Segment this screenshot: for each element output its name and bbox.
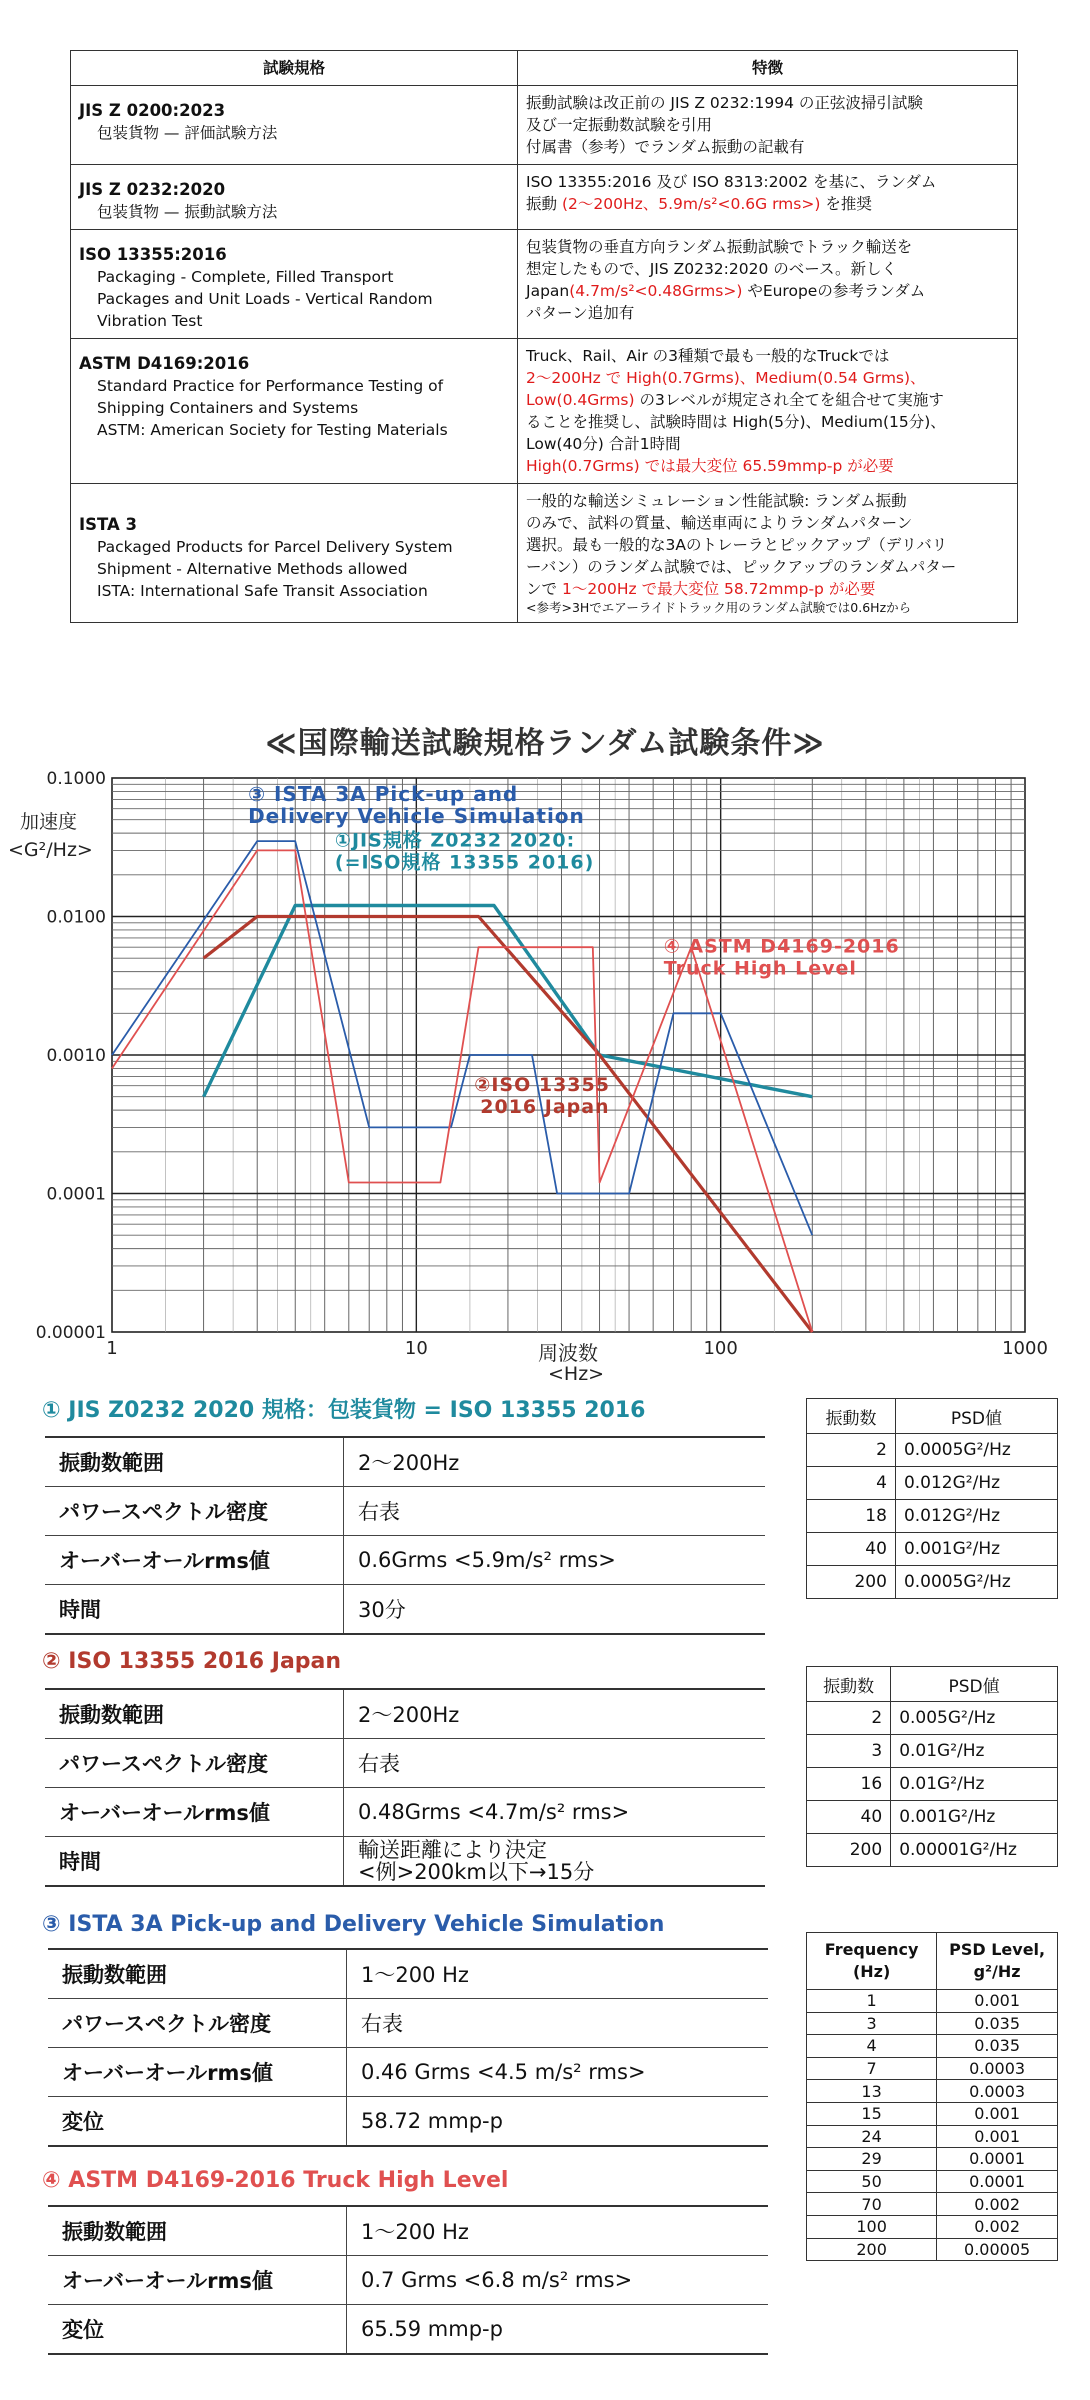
- spec-value: 0.46 Grms <4.5 m/s² rms>: [347, 2048, 769, 2097]
- feature-line: ISO 13355:2016 及び ISO 8313:2002 を基に、ランダム: [526, 173, 937, 191]
- psd-value: 0.001: [937, 1990, 1058, 2013]
- feature-highlight: 2～200Hz で High(0.7Grms)、Medium(0.54 Grms)、: [526, 369, 926, 387]
- table-row: [807, 1735, 1058, 1768]
- standard-subtitle: Vibration Test: [97, 312, 203, 330]
- x-axis-unit: <Hz>: [548, 1363, 605, 1380]
- psd-chart: [0, 760, 1090, 1380]
- chart-series: [112, 841, 812, 1332]
- feature-line: ーバン）のランダム試験では、ピックアップのランダムパター: [526, 558, 957, 576]
- standard-subtitle: Standard Practice for Performance Testing of: [97, 377, 444, 395]
- standard-subtitle: Shipping Containers and Systems: [97, 399, 359, 417]
- table-row: [45, 1788, 765, 1837]
- psd-frequency: 50: [807, 2170, 937, 2193]
- feature-text: やEuropeの参考ランダム: [747, 282, 926, 300]
- psd-value: 0.0001: [937, 2148, 1058, 2171]
- psd-value: 0.01G²/Hz: [891, 1768, 1058, 1801]
- standard-name: ASTM D4169:2016: [79, 354, 250, 373]
- standard-subtitle: Packages and Unit Loads - Vertical Random: [97, 290, 433, 308]
- spec-key: 変位: [48, 2305, 347, 2355]
- feature-line: パターン追加有: [526, 304, 635, 322]
- psd-frequency: 15: [807, 2102, 937, 2125]
- standard-subtitle: 包装貨物 — 振動試験方法: [97, 203, 278, 221]
- table-row: [807, 2238, 1058, 2261]
- table-row: [807, 1801, 1058, 1834]
- table-row: [45, 1739, 765, 1788]
- psd-value: 0.012G²/Hz: [895, 1500, 1057, 1533]
- psd-value: 0.01G²/Hz: [891, 1735, 1058, 1768]
- section3-spec-table: [48, 1948, 768, 2147]
- psd-value: 0.035: [937, 2035, 1058, 2058]
- psd-value: 0.001G²/Hz: [891, 1801, 1058, 1834]
- psd-frequency: 2: [807, 1434, 896, 1467]
- table-row: [807, 2125, 1058, 2148]
- spec-key: 振動数範囲: [45, 1689, 344, 1739]
- section3-title: ③ ISTA 3A Pick-up and Delivery Vehicle Simulation: [42, 1912, 665, 1937]
- header-standard: 試験規格: [71, 51, 518, 86]
- psd-frequency: 200: [807, 1566, 896, 1599]
- spec-value: 58.72 mmp-p: [347, 2097, 769, 2147]
- table-row: [807, 2035, 1058, 2058]
- spec-value: 1～200 Hz: [347, 2206, 769, 2256]
- spec-key: 時間: [45, 1585, 344, 1635]
- standard-subtitle: Shipment - Alternative Methods allowed: [97, 560, 408, 578]
- chart-title: ≪国際輸送試験規格ランダム試験条件≫: [265, 726, 825, 761]
- table-row: [48, 1999, 768, 2048]
- psd-value: 0.012G²/Hz: [895, 1467, 1057, 1500]
- table-row: [807, 2102, 1058, 2125]
- table-row: [807, 1500, 1058, 1533]
- chart-labels: [8, 769, 1048, 1380]
- section2-spec-table: [45, 1688, 765, 1887]
- standard-subtitle: Packaging - Complete, Filled Transport: [97, 268, 394, 286]
- series-label: Delivery Vehicle Simulation: [248, 804, 585, 829]
- feature-line: 選択。最も一般的な3Aのトレーラとピックアップ（デリバリ: [526, 536, 948, 554]
- spec-value: [344, 1837, 766, 1887]
- feature-cell: [518, 165, 1018, 230]
- feature-line: 付属書（参考）でランダム振動の記載有: [526, 138, 805, 156]
- feature-line: 振動試験は改正前の JIS Z 0232:1994 の正弦波掃引試験: [526, 94, 923, 112]
- psd-header: 振動数: [807, 1667, 891, 1702]
- psd-value: 0.0003: [937, 2080, 1058, 2103]
- spec-value: 65.59 mmp-p: [347, 2305, 769, 2355]
- spec-key: オーバーオールrms値: [48, 2048, 347, 2097]
- table-row: [807, 2193, 1058, 2216]
- standard-name: JIS Z 0232:2020: [79, 180, 226, 199]
- spec-value: 0.7 Grms <6.8 m/s² rms>: [347, 2256, 769, 2305]
- psd-value: 0.0005G²/Hz: [895, 1566, 1057, 1599]
- spec-key: 振動数範囲: [45, 1437, 344, 1487]
- psd-header-row: [807, 1933, 1058, 1990]
- table-row: [807, 1702, 1058, 1735]
- table-row: [45, 1437, 765, 1487]
- header-feature: 特徴: [518, 51, 1018, 86]
- feature-line: Truck、Rail、Air の3種類で最も一般的なTruckでは: [526, 347, 890, 365]
- feature-text: Japan: [526, 282, 570, 300]
- y-tick-label: 0.0001: [46, 1184, 106, 1205]
- spec-value: 右表: [347, 1999, 769, 2048]
- standards-table: [70, 50, 1018, 623]
- spec-key: オーバーオールrms値: [45, 1788, 344, 1837]
- standard-subtitle: 包装貨物 — 評価試験方法: [97, 124, 278, 142]
- psd-header: 振動数: [807, 1399, 896, 1434]
- spec-key: パワースペクトル密度: [45, 1487, 344, 1536]
- spec-key: パワースペクトル密度: [48, 1999, 347, 2048]
- y-axis-unit: <G²/Hz>: [8, 839, 93, 861]
- section3-psd-table: [806, 1932, 1058, 2261]
- x-tick-label: 10: [404, 1338, 428, 1359]
- psd-value: 0.00005: [937, 2238, 1058, 2261]
- table-row: [807, 1533, 1058, 1566]
- standard-cell: [71, 230, 518, 339]
- x-tick-label: 1000: [1002, 1338, 1048, 1359]
- y-tick-label: 0.00001: [35, 1323, 106, 1343]
- standard-name: ISO 13355:2016: [79, 245, 227, 264]
- spec-value: 1～200 Hz: [347, 1949, 769, 1999]
- psd-frequency: 3: [807, 1735, 891, 1768]
- section2-title: ② ISO 13355 2016 Japan: [42, 1649, 342, 1674]
- table-row: [807, 1990, 1058, 2013]
- series-label: Truck High Level: [663, 957, 857, 980]
- psd-frequency: 13: [807, 2080, 937, 2103]
- psd-value: 0.001: [937, 2125, 1058, 2148]
- feature-note: <参考>3Hでエアーライドトラック用のランダム試験では0.6Hzから: [526, 600, 912, 615]
- table-row: [48, 2256, 768, 2305]
- spec-value: 右表: [344, 1487, 766, 1536]
- psd-value: 0.035: [937, 2012, 1058, 2035]
- spec-key: 変位: [48, 2097, 347, 2147]
- series-label: ④ ASTM D4169-2016: [663, 935, 900, 958]
- table-row: [807, 1467, 1058, 1500]
- table-row: [45, 1689, 765, 1739]
- psd-value: 0.0005G²/Hz: [895, 1434, 1057, 1467]
- psd-value: 0.00001G²/Hz: [891, 1834, 1058, 1867]
- standard-subtitle: ASTM: American Society for Testing Materials: [97, 421, 448, 439]
- feature-line: ることを推奨し、試験時間は High(5分)、Medium(15分)、: [526, 413, 946, 431]
- feature-highlight: Low(0.4Grms): [526, 391, 635, 409]
- series-label: ①JIS規格 Z0232 2020:: [334, 829, 576, 852]
- psd-header: Frequency (Hz): [807, 1933, 937, 1990]
- spec-value: 0.48Grms <4.7m/s² rms>: [344, 1788, 766, 1837]
- feature-text: 振動: [526, 195, 558, 213]
- table-row: [71, 165, 1018, 230]
- series-label: ③ ISTA 3A Pick-up and: [248, 782, 519, 807]
- y-tick-label: 0.0100: [46, 907, 106, 928]
- standard-name: ISTA 3: [79, 515, 137, 534]
- psd-frequency: 4: [807, 1467, 896, 1500]
- spec-value-line: <例>200km以下→15分: [358, 1860, 595, 1884]
- table-row: [807, 1434, 1058, 1467]
- table-row: [48, 2206, 768, 2256]
- table-row: [45, 1837, 765, 1887]
- psd-value: 0.002: [937, 2193, 1058, 2216]
- table-row: [45, 1536, 765, 1585]
- standards-header-row: [71, 51, 1018, 86]
- psd-header: PSD値: [895, 1399, 1057, 1434]
- series-label: (=ISO規格 13355 2016): [334, 851, 595, 874]
- spec-value: 0.6Grms <5.9m/s² rms>: [344, 1536, 766, 1585]
- feature-cell: [518, 339, 1018, 484]
- standard-cell: [71, 165, 518, 230]
- psd-frequency: 200: [807, 2238, 937, 2261]
- spec-value-line: 輸送距離により決定: [358, 1838, 547, 1862]
- series-label: 2016 Japan: [480, 1095, 610, 1118]
- spec-key: 振動数範囲: [48, 1949, 347, 1999]
- table-row: [807, 2012, 1058, 2035]
- psd-frequency: 200: [807, 1834, 891, 1867]
- psd-header: PSD Level, g²/Hz: [937, 1933, 1058, 1990]
- y-axis-label: 加速度: [20, 811, 78, 833]
- standard-cell: [71, 86, 518, 165]
- psd-value: 0.0003: [937, 2057, 1058, 2080]
- psd-frequency: 40: [807, 1533, 896, 1566]
- spec-value: 2～200Hz: [344, 1689, 766, 1739]
- table-row: [807, 2057, 1058, 2080]
- feature-line: [526, 280, 1009, 302]
- psd-frequency: 4: [807, 2035, 937, 2058]
- table-row: [48, 2305, 768, 2355]
- feature-highlight: (4.7m/s²<0.48Grms>): [569, 282, 743, 300]
- table-row: [807, 1834, 1058, 1867]
- series-line: [112, 841, 812, 1235]
- table-row: [71, 230, 1018, 339]
- table-row: [807, 1566, 1058, 1599]
- psd-value: 0.005G²/Hz: [891, 1702, 1058, 1735]
- table-row: [807, 2170, 1058, 2193]
- y-tick-label: 0.1000: [46, 769, 106, 789]
- feature-line: 一般的な輸送シミュレーション性能試験: ランダム振動: [526, 492, 907, 510]
- spec-key: オーバーオールrms値: [45, 1536, 344, 1585]
- feature-line: [526, 193, 1009, 215]
- feature-line: Low(40分) 合計1時間: [526, 435, 681, 453]
- psd-frequency: 29: [807, 2148, 937, 2171]
- table-row: [48, 2097, 768, 2147]
- feature-line: 包装貨物の垂直方向ランダム振動試験でトラック輸送を: [526, 238, 913, 256]
- feature-line: [526, 578, 1009, 600]
- standard-name: JIS Z 0200:2023: [79, 101, 226, 120]
- spec-key: 時間: [45, 1837, 344, 1887]
- psd-frequency: 70: [807, 2193, 937, 2216]
- psd-value: 0.001: [937, 2102, 1058, 2125]
- spec-value: 2～200Hz: [344, 1437, 766, 1487]
- x-axis-label: 周波数: [538, 1341, 598, 1365]
- feature-text: を推奨: [825, 195, 872, 213]
- psd-frequency: 2: [807, 1702, 891, 1735]
- standard-subtitle: ISTA: International Safe Transit Association: [97, 582, 428, 600]
- psd-frequency: 24: [807, 2125, 937, 2148]
- feature-text: の3レベルが規定され全てを組合せて実施す: [639, 391, 944, 409]
- table-row: [807, 1768, 1058, 1801]
- section2-psd-table: [806, 1666, 1058, 1867]
- feature-line: [526, 389, 1009, 411]
- spec-value: 30分: [344, 1585, 766, 1635]
- psd-frequency: 16: [807, 1768, 891, 1801]
- table-row: [71, 484, 1018, 623]
- feature-cell: [518, 86, 1018, 165]
- table-row: [807, 2148, 1058, 2171]
- psd-header-row: [807, 1667, 1058, 1702]
- psd-frequency: 7: [807, 2057, 937, 2080]
- table-row: [807, 2080, 1058, 2103]
- psd-frequency: 40: [807, 1801, 891, 1834]
- psd-frequency: 3: [807, 2012, 937, 2035]
- feature-cell: [518, 230, 1018, 339]
- table-row: [71, 86, 1018, 165]
- psd-value: 0.002: [937, 2215, 1058, 2238]
- standard-subtitle: Packaged Products for Parcel Delivery System: [97, 538, 453, 556]
- series-label: ②ISO 13355: [474, 1073, 610, 1096]
- spec-key: オーバーオールrms値: [48, 2256, 347, 2305]
- table-row: [807, 2215, 1058, 2238]
- feature-line: 及び一定振動数試験を引用: [526, 116, 713, 134]
- x-tick-label: 1: [106, 1338, 118, 1359]
- feature-cell: [518, 484, 1018, 623]
- feature-text: ンで: [526, 580, 558, 598]
- feature-highlight: High(0.7Grms) では最大変位 65.59mmp-p が必要: [526, 457, 894, 475]
- table-row: [48, 1949, 768, 1999]
- psd-header-row: [807, 1399, 1058, 1434]
- spec-value: 右表: [344, 1739, 766, 1788]
- y-tick-label: 0.0010: [46, 1046, 106, 1066]
- table-row: [48, 2048, 768, 2097]
- psd-frequency: 1: [807, 1990, 937, 2013]
- spec-key: 振動数範囲: [48, 2206, 347, 2256]
- psd-value: 0.001G²/Hz: [895, 1533, 1057, 1566]
- table-row: [45, 1487, 765, 1536]
- spec-key: パワースペクトル密度: [45, 1739, 344, 1788]
- psd-frequency: 18: [807, 1500, 896, 1533]
- feature-line: 想定したもので、JIS Z0232:2020 のベース。新しく: [526, 260, 897, 278]
- standard-cell: [71, 484, 518, 623]
- psd-value: 0.0001: [937, 2170, 1058, 2193]
- feature-highlight: 1～200Hz で最大変位 58.72mmp-p が必要: [561, 580, 876, 598]
- section4-spec-table: [48, 2205, 768, 2355]
- x-tick-label: 100: [703, 1338, 738, 1359]
- psd-frequency: 100: [807, 2215, 937, 2238]
- standard-cell: [71, 339, 518, 484]
- section4-title: ④ ASTM D4169-2016 Truck High Level: [42, 2168, 509, 2193]
- table-row: [71, 339, 1018, 484]
- feature-highlight: (2～200Hz、5.9m/s²<0.6G rms>): [561, 195, 821, 213]
- psd-header: PSD値: [891, 1667, 1058, 1702]
- table-row: [45, 1585, 765, 1635]
- section1-psd-table: [806, 1398, 1058, 1599]
- section1-spec-table: [45, 1436, 765, 1635]
- section1-title: ① JIS Z0232 2020 規格：包装貨物 = ISO 13355 2016: [42, 1398, 646, 1423]
- feature-line: のみで、試料の質量、輸送車両によりランダムパターン: [526, 514, 913, 532]
